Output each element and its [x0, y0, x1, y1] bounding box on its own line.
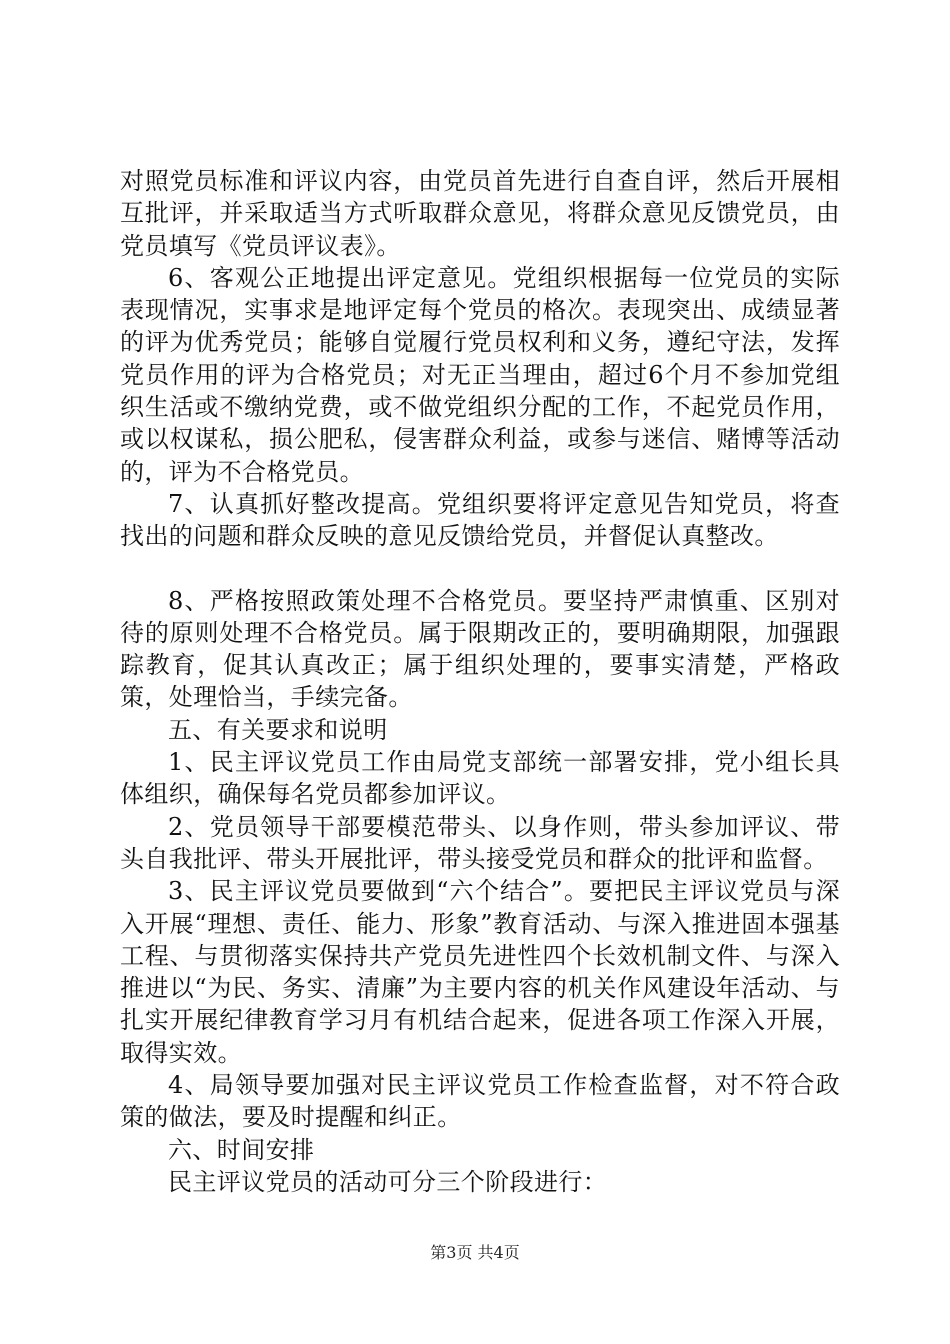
paragraph-schedule-intro: 民主评议党员的活动可分三个阶段进行： — [168, 1167, 608, 1196]
paragraph-requirement-3: 3、民主评议党员要做到“六个结合”。要把民主评议党员与深入开展“理想、责任、能力、形象”教育活动、与深入推进固本强基工程、与贯彻落实保持共产党员先进性四个长效机制文件、与深入推进以“为民、务实、清廉”为主要内容的机关作风建设年活动、与扎实开展纪律教育学习月有机结合起来，促进各项工作深入开展，取得实效。 — [120, 877, 840, 1067]
section-heading-schedule: 六、时间安排 — [168, 1135, 315, 1164]
paragraph-self-evaluation: 对照党员标准和评议内容，由党员首先进行自查自评，然后开展相互批评，并采取适当方式听取群众意见，将群众意见反馈党员，由党员填写《党员评议表》。 — [120, 167, 840, 260]
paragraph-item-7: 7、认真抓好整改提高。党组织要将评定意见告知党员，将查找出的问题和群众反映的意见反馈给党员，并督促认真整改。 — [120, 489, 840, 551]
document-body — [120, 165, 840, 1198]
page-number-footer: 第3页 共4页 — [430, 1243, 520, 1262]
paragraph-item-8: 8、严格按照政策处理不合格党员。要坚持严肃慎重、区别对待的原则处理不合格党员。属于限期改正的，要明确期限，加强跟踪教育，促其认真改正；属于组织处理的，要事实清楚，严格政策，处理恰当，手续完备。 — [120, 586, 840, 712]
paragraph-requirement-1: 1、民主评议党员工作由局党支部统一部署安排，党小组长具体组织，确保每名党员都参加评议。 — [120, 748, 840, 809]
paragraph-item-6: 6、客观公正地提出评定意见。党组织根据每一位党员的实际表现情况，实事求是地评定每个党员的格次。表现突出、成绩显著的评为优秀党员；能够自觉履行党员权利和义务，遵纪守法，发挥党员作用的评为合格党员；对无正当理由，超过6个月不参加党组织生活或不缴纳党费，或不做党组织分配的工作，不起党员作用，或以权谋私，损公肥私，侵害群众利益，或参与迷信、赌博等活动的，评为不合格党员。 — [120, 263, 840, 486]
paragraph-requirement-2: 2、党员领导干部要模范带头、以身作则，带头参加评议、带头自我批评、带头开展批评，带头接受党员和群众的批评和监督。 — [120, 812, 840, 873]
paragraph-requirement-4: 4、局领导要加强对民主评议党员工作检查监督，对不符合政策的做法，要及时提醒和纠正。 — [120, 1071, 840, 1132]
section-heading-requirements: 五、有关要求和说明 — [168, 715, 388, 744]
